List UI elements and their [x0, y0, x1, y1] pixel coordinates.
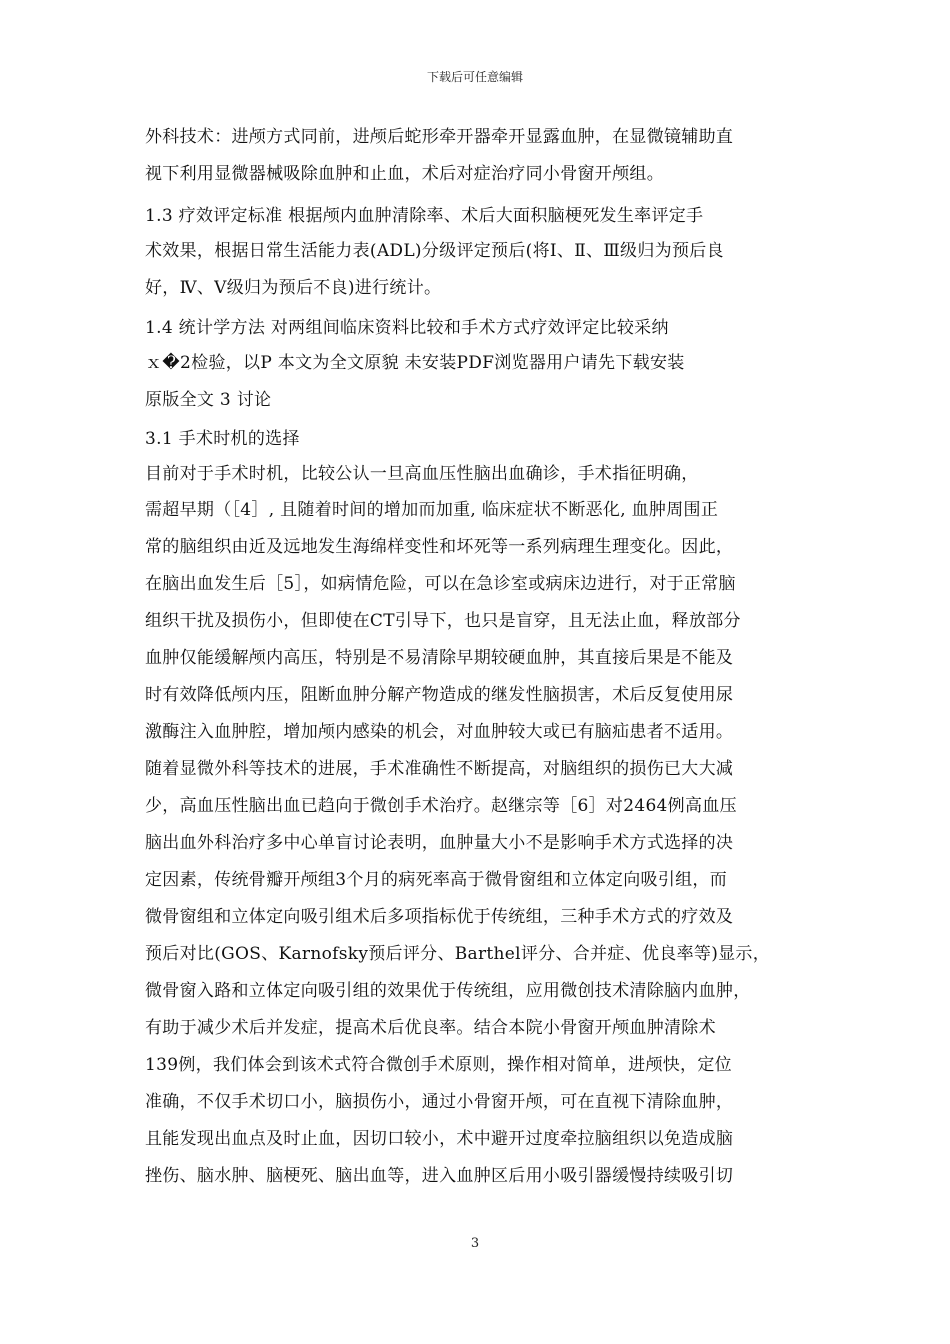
body-line: 139例，我们体会到该术式符合微创手术原则，操作相对简单，进颅快，定位	[145, 1055, 732, 1075]
body-line: 常的脑组织由近及远地发生海绵样变性和坏死等一系列病理生理变化。因此，	[145, 537, 734, 557]
body-line: 视下利用显微器械吸除血肿和止血，术后对症治疗同小骨窗开颅组。	[145, 164, 664, 184]
body-line: 微骨窗入路和立体定向吸引组的效果优于传统组，应用微创技术清除脑内血肿，	[145, 981, 751, 1001]
body-line: 血肿仅能缓解颅内高压，特别是不易清除早期较硬血肿，其直接后果是不能及	[145, 648, 734, 668]
body-line: 原版全文 3 讨论	[145, 390, 272, 410]
body-line: 在脑出血发生后［5］，如病情危险，可以在急诊室或病床边进行，对于正常脑	[145, 574, 736, 594]
body-line: 预后对比(GOS、Karnofsky预后评分、Barthel评分、合并症、优良率等)显示，	[145, 944, 771, 964]
body-line: 时有效降低颅内压，阻断血肿分解产物造成的继发性脑损害，术后反复使用尿	[145, 685, 734, 705]
body-line: 1.4 统计学方法 对两组间临床资料比较和手术方式疗效评定比较采纳	[145, 318, 669, 338]
body-line: 目前对于手术时机，比较公认一旦高血压性脑出血确诊，手术指征明确，	[145, 464, 699, 484]
body-line: 少，高血压性脑出血已趋向于微创手术治疗。赵继宗等［6］对2464例高血压	[145, 796, 737, 816]
body-line: 外科技术：进颅方式同前，进颅后蛇形牵开器牵开显露血肿，在显微镜辅助直	[145, 127, 734, 147]
body-line: 随着显微外科等技术的进展，手术准确性不断提高，对脑组织的损伤已大大减	[145, 759, 734, 779]
body-line: 微骨窗组和立体定向吸引组术后多项指标优于传统组，三种手术方式的疗效及	[145, 907, 734, 927]
body-line: 定因素，传统骨瓣开颅组3个月的病死率高于微骨窗组和立体定向吸引组，而	[145, 870, 728, 890]
section-heading: 3.1 手术时机的选择	[145, 429, 300, 449]
body-line: 术效果，根据日常生活能力表(ADL)分级评定预后(将Ⅰ、Ⅱ、Ⅲ级归为预后良	[145, 241, 724, 261]
page-number: 3	[470, 1236, 480, 1251]
body-line: ｘ�2检验，以P 本文为全文原貌 未安装PDF浏览器用户请先下载安装	[145, 353, 685, 373]
body-line: 脑出血外科治疗多中心单盲讨论表明，血肿量大小不是影响手术方式选择的决	[145, 833, 734, 853]
page-header: 下载后可任意编辑	[426, 70, 523, 84]
body-line: 组织干扰及损伤小，但即使在CT引导下，也只是盲穿，且无法止血，释放部分	[145, 611, 741, 631]
body-line: 好，Ⅳ、Ⅴ级归为预后不良)进行统计。	[145, 278, 442, 298]
body-line: 准确，不仅手术切口小，脑损伤小，通过小骨窗开颅，可在直视下清除血肿，	[145, 1092, 734, 1112]
body-line: 有助于减少术后并发症，提高术后优良率。结合本院小骨窗开颅血肿清除术	[145, 1018, 716, 1038]
body-line: 且能发现出血点及时止血，因切口较小，术中避开过度牵拉脑组织以免造成脑	[145, 1129, 734, 1149]
body-line: 需超早期（［4］, 且随着时间的增加而加重, 临床症状不断恶化, 血肿周围正	[145, 500, 719, 520]
body-line: 1.3 疗效评定标准 根据颅内血肿清除率、术后大面积脑梗死发生率评定手	[145, 206, 704, 226]
body-line: 激酶注入血肿腔，增加颅内感染的机会，对血肿较大或已有脑疝患者不适用。	[145, 722, 734, 742]
body-line: 挫伤、脑水肿、脑梗死、脑出血等，进入血肿区后用小吸引器缓慢持续吸引切	[145, 1166, 734, 1186]
